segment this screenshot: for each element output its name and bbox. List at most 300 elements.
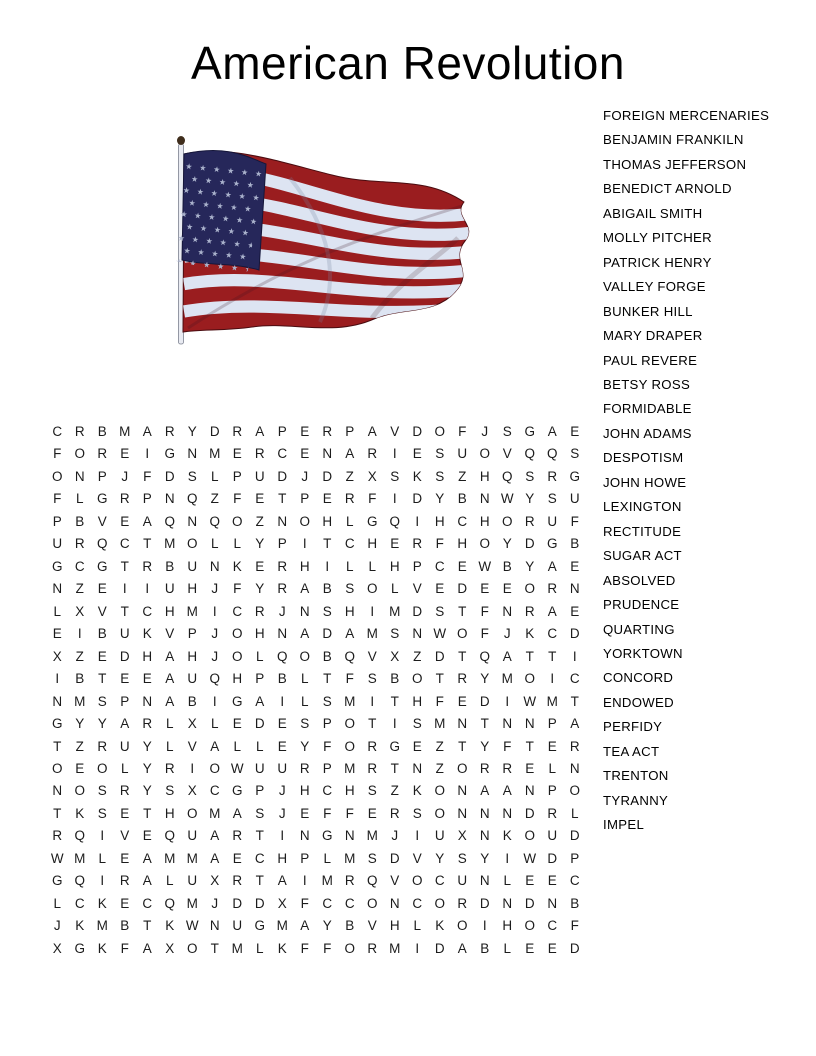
grid-letter: F xyxy=(300,895,309,911)
grid-letter: F xyxy=(143,468,152,484)
grid-letter: F xyxy=(53,446,62,462)
grid-letter: G xyxy=(366,513,378,529)
grid-letter: C xyxy=(547,626,558,642)
grid-letter: P xyxy=(142,491,152,507)
word-list-item: PRUDENCE xyxy=(603,597,680,613)
grid-letter: V xyxy=(165,626,175,642)
grid-letter: A xyxy=(210,828,220,844)
grid-letter: Q xyxy=(209,671,220,687)
grid-letter: S xyxy=(435,446,445,462)
grid-letter: V xyxy=(187,738,197,754)
grid-letter: D xyxy=(569,940,580,956)
grid-letter: E xyxy=(120,850,130,866)
grid-letter: X xyxy=(52,940,62,956)
grid-letter: D xyxy=(524,895,535,911)
grid-letter: Y xyxy=(142,783,152,799)
grid-letter: M xyxy=(321,873,333,889)
grid-letter: N xyxy=(52,783,63,799)
grid-letter: O xyxy=(434,805,445,821)
grid-letter: I xyxy=(212,693,217,709)
word-list-item: IMPEL xyxy=(603,817,645,833)
grid-letter: R xyxy=(277,558,288,574)
grid-letter: I xyxy=(302,536,307,552)
grid-letter: H xyxy=(434,513,445,529)
grid-letter: L xyxy=(210,716,219,732)
grid-letter: S xyxy=(345,581,355,597)
grid-letter: X xyxy=(390,648,400,664)
grid-letter: W xyxy=(478,558,492,574)
grid-letter: N xyxy=(74,468,85,484)
grid-letter: N xyxy=(524,783,535,799)
grid-letter: N xyxy=(412,761,423,776)
grid-letter: E xyxy=(97,581,107,597)
grid-letter: A xyxy=(300,626,310,642)
grid-letter: R xyxy=(502,761,513,776)
grid-letter: O xyxy=(96,761,108,776)
grid-letter: V xyxy=(412,581,422,597)
grid-letter: H xyxy=(344,603,355,619)
grid-letter: I xyxy=(212,603,217,619)
word-list-item: YORKTOWN xyxy=(603,645,683,661)
grid-letter: Y xyxy=(322,918,332,934)
grid-letter: R xyxy=(367,738,378,754)
grid-letter: I xyxy=(100,828,105,844)
grid-letter: H xyxy=(322,513,333,529)
grid-letter: S xyxy=(390,468,400,484)
grid-letter: R xyxy=(367,940,378,956)
grid-letter: R xyxy=(322,423,333,439)
grid-letter: D xyxy=(254,895,265,911)
grid-letter: A xyxy=(345,626,355,642)
grid-letter: U xyxy=(547,828,558,844)
grid-letter: O xyxy=(74,783,85,799)
grid-letter: N xyxy=(164,491,175,507)
grid-letter: M xyxy=(186,895,198,911)
grid-letter: I xyxy=(145,581,150,597)
grid-letter: W xyxy=(523,693,537,709)
grid-letter: B xyxy=(480,940,490,956)
grid-letter: E xyxy=(97,648,107,664)
grid-letter: C xyxy=(434,558,445,574)
grid-letter: T xyxy=(390,693,399,709)
grid-letter: I xyxy=(280,828,285,844)
grid-letter: S xyxy=(255,805,265,821)
grid-letter: L xyxy=(323,850,331,866)
grid-letter: B xyxy=(345,918,355,934)
grid-letter: X xyxy=(210,873,220,889)
grid-letter: Q xyxy=(209,513,220,529)
grid-letter: J xyxy=(211,581,219,597)
grid-letter: Q xyxy=(389,513,400,529)
grid-letter: J xyxy=(53,918,61,934)
grid-letter: R xyxy=(569,738,580,754)
grid-letter: T xyxy=(570,693,579,709)
grid-letter: E xyxy=(255,558,265,574)
grid-letter: F xyxy=(120,940,129,956)
grid-letter: T xyxy=(120,603,129,619)
grid-letter: F xyxy=(480,603,489,619)
grid-letter: A xyxy=(367,423,377,439)
grid-letter: B xyxy=(277,671,287,687)
grid-letter: G xyxy=(51,716,63,732)
grid-letter: G xyxy=(51,873,63,889)
grid-letter: Y xyxy=(75,716,85,732)
grid-letter: Q xyxy=(164,828,175,844)
grid-letter: U xyxy=(232,918,243,934)
grid-letter: R xyxy=(232,423,243,439)
grid-letter: R xyxy=(74,423,85,439)
grid-letter: E xyxy=(52,626,62,642)
grid-letter: M xyxy=(96,918,108,934)
grid-letter: S xyxy=(322,693,332,709)
grid-letter: H xyxy=(457,536,468,552)
grid-letter: H xyxy=(277,850,288,866)
word-list-item: THOMAS JEFFERSON xyxy=(603,156,747,172)
grid-letter: U xyxy=(187,828,198,844)
word-list-item: BETSY ROSS xyxy=(603,376,691,392)
grid-letter: I xyxy=(550,671,555,687)
grid-letter: P xyxy=(120,693,130,709)
grid-letter: F xyxy=(503,738,512,754)
grid-letter: D xyxy=(277,468,288,484)
grid-letter: Z xyxy=(210,491,219,507)
grid-letter: M xyxy=(209,446,221,462)
grid-letter: M xyxy=(209,805,221,821)
grid-letter: H xyxy=(232,671,243,687)
grid-letter: Q xyxy=(344,648,355,664)
word-list-item: ENDOWED xyxy=(603,694,674,710)
grid-letter: L xyxy=(255,940,264,956)
grid-letter: M xyxy=(434,716,446,732)
grid-letter: A xyxy=(300,918,310,934)
grid-letter: P xyxy=(322,716,332,732)
grid-letter: L xyxy=(233,738,241,754)
grid-letter: E xyxy=(120,446,130,462)
grid-letter: S xyxy=(435,603,445,619)
grid-letter: E xyxy=(367,805,377,821)
grid-letter: B xyxy=(75,671,85,687)
grid-letter: Q xyxy=(164,895,175,911)
grid-letter: R xyxy=(412,536,423,552)
grid-letter: F xyxy=(233,581,242,597)
grid-letter: N xyxy=(299,603,310,619)
grid-letter: H xyxy=(479,468,490,484)
grid-letter: S xyxy=(97,805,107,821)
grid-letter: R xyxy=(479,761,490,776)
grid-letter: N xyxy=(479,828,490,844)
grid-letter: R xyxy=(524,513,535,529)
grid-letter: H xyxy=(367,536,378,552)
grid-letter: N xyxy=(52,581,63,597)
word-list-item: JOHN ADAMS xyxy=(603,425,692,441)
grid-letter: N xyxy=(52,693,63,709)
grid-letter: S xyxy=(367,671,377,687)
grid-letter: R xyxy=(277,581,288,597)
grid-letter: O xyxy=(209,761,220,776)
grid-letter: K xyxy=(97,940,107,956)
grid-letter: B xyxy=(390,671,400,687)
grid-letter: Y xyxy=(480,850,490,866)
grid-letter: P xyxy=(322,761,332,776)
grid-letter: K xyxy=(525,626,535,642)
grid-letter: H xyxy=(502,918,513,934)
grid-letter: O xyxy=(231,513,243,529)
grid-letter: P xyxy=(277,536,287,552)
grid-letter: K xyxy=(435,918,445,934)
grid-letter: F xyxy=(345,671,354,687)
grid-letter: H xyxy=(344,783,355,799)
grid-letter: O xyxy=(344,738,355,754)
word-list-item: PATRICK HENRY xyxy=(603,254,712,270)
grid-letter: O xyxy=(569,783,580,799)
grid-letter: M xyxy=(74,850,86,866)
grid-letter: L xyxy=(570,805,579,821)
grid-letter: Y xyxy=(525,491,535,507)
grid-letter: R xyxy=(457,895,468,911)
grid-letter: Y xyxy=(142,761,152,776)
grid-letter: J xyxy=(211,648,219,664)
grid-letter: F xyxy=(570,918,579,934)
grid-letter: F xyxy=(458,423,467,439)
grid-letter: U xyxy=(164,581,175,597)
grid-letter: P xyxy=(300,491,310,507)
grid-letter: U xyxy=(187,558,198,574)
grid-letter: F xyxy=(323,738,332,754)
grid-letter: O xyxy=(299,648,310,664)
grid-letter: P xyxy=(97,468,107,484)
grid-letter: Y xyxy=(435,850,445,866)
grid-letter: R xyxy=(119,783,130,799)
grid-letter: S xyxy=(367,783,377,799)
grid-letter: L xyxy=(233,536,241,552)
grid-letter: I xyxy=(370,603,375,619)
grid-letter: O xyxy=(344,940,355,956)
grid-letter: S xyxy=(322,603,332,619)
grid-letter: A xyxy=(142,423,152,439)
grid-letter: Q xyxy=(479,648,490,664)
grid-letter: O xyxy=(411,873,423,889)
grid-letter: Q xyxy=(74,828,85,844)
grid-letter: P xyxy=(300,850,310,866)
grid-letter: B xyxy=(187,693,197,709)
grid-letter: S xyxy=(187,468,197,484)
grid-letter: R xyxy=(389,805,400,821)
grid-letter: U xyxy=(457,873,468,889)
grid-letter: P xyxy=(570,850,580,866)
grid-letter: P xyxy=(547,716,557,732)
grid-letter: R xyxy=(254,603,265,619)
grid-letter: T xyxy=(390,761,399,776)
grid-letter: C xyxy=(142,603,153,619)
grid-letter: N xyxy=(569,761,580,776)
grid-letter: I xyxy=(415,828,420,844)
grid-letter: T xyxy=(210,940,219,956)
grid-letter: Y xyxy=(97,716,107,732)
grid-letter: Y xyxy=(255,536,265,552)
grid-letter: E xyxy=(457,693,467,709)
grid-letter: M xyxy=(366,626,378,642)
grid-letter: K xyxy=(165,918,175,934)
grid-letter: E xyxy=(277,738,287,754)
grid-letter: E xyxy=(457,558,467,574)
grid-letter: O xyxy=(231,648,243,664)
grid-letter: F xyxy=(368,491,377,507)
grid-letter: B xyxy=(570,536,580,552)
grid-letter: A xyxy=(165,648,175,664)
grid-letter: B xyxy=(97,626,107,642)
grid-letter: I xyxy=(190,761,195,776)
grid-letter: Y xyxy=(502,536,512,552)
grid-letter: S xyxy=(502,423,512,439)
grid-letter: N xyxy=(479,873,490,889)
grid-letter: J xyxy=(278,783,286,799)
grid-letter: N xyxy=(502,603,513,619)
grid-letter: A xyxy=(547,423,557,439)
grid-letter: B xyxy=(75,513,85,529)
grid-letter: Q xyxy=(501,468,513,484)
grid-letter: E xyxy=(570,558,580,574)
grid-letter: L xyxy=(503,873,511,889)
grid-letter: T xyxy=(323,536,332,552)
grid-letter: I xyxy=(415,940,420,956)
grid-letter: R xyxy=(547,805,558,821)
grid-letter: A xyxy=(165,671,175,687)
grid-letter: N xyxy=(412,626,423,642)
grid-letter: A xyxy=(277,873,287,889)
grid-letter: Y xyxy=(300,738,310,754)
grid-letter: M xyxy=(276,918,288,934)
grid-letter: F xyxy=(233,491,242,507)
grid-letter: A xyxy=(300,581,310,597)
grid-letter: I xyxy=(55,671,60,687)
grid-letter: F xyxy=(435,693,444,709)
grid-letter: E xyxy=(547,940,557,956)
grid-letter: R xyxy=(344,491,355,507)
grid-letter: Q xyxy=(546,446,558,462)
word-list-item: MOLLY PITCHER xyxy=(603,230,712,246)
grid-letter: I xyxy=(77,626,82,642)
grid-letter: L xyxy=(255,648,264,664)
grid-letter: C xyxy=(52,423,63,439)
grid-letter: M xyxy=(164,536,176,552)
grid-letter: U xyxy=(187,873,198,889)
grid-letter: K xyxy=(412,783,422,799)
grid-letter: E xyxy=(480,581,490,597)
grid-letter: M xyxy=(389,603,401,619)
grid-letter: U xyxy=(569,491,580,507)
grid-letter: E xyxy=(120,671,130,687)
grid-letter: H xyxy=(187,648,198,664)
word-list-item: ABIGAIL SMITH xyxy=(603,205,703,221)
grid-letter: N xyxy=(209,918,220,934)
grid-letter: Q xyxy=(186,491,198,507)
grid-letter: E xyxy=(412,738,422,754)
grid-letter: E xyxy=(300,423,310,439)
grid-letter: A xyxy=(480,783,490,799)
grid-letter: K xyxy=(75,918,85,934)
grid-letter: M xyxy=(344,761,356,776)
grid-letter: A xyxy=(255,423,265,439)
grid-letter: O xyxy=(231,626,243,642)
grid-letter: S xyxy=(165,783,175,799)
grid-letter: N xyxy=(209,558,220,574)
grid-letter: E xyxy=(120,895,130,911)
grid-letter: L xyxy=(210,468,219,484)
grid-letter: Q xyxy=(366,873,378,889)
grid-letter: T xyxy=(255,828,264,844)
word-list-item: BENEDICT ARNOLD xyxy=(603,181,732,197)
grid-letter: I xyxy=(415,513,420,529)
grid-letter: L xyxy=(548,761,556,776)
grid-letter: H xyxy=(412,693,423,709)
grid-letter: S xyxy=(367,850,377,866)
grid-letter: O xyxy=(74,446,85,462)
grid-letter: M xyxy=(344,850,356,866)
grid-letter: B xyxy=(97,423,107,439)
grid-letter: G xyxy=(321,828,333,844)
grid-letter: K xyxy=(142,626,152,642)
grid-letter: T xyxy=(435,671,444,687)
page-title: American Revolution xyxy=(191,37,625,89)
grid-letter: F xyxy=(300,940,309,956)
grid-letter: U xyxy=(547,513,558,529)
grid-letter: C xyxy=(434,873,445,889)
word-list-item: FOREIGN MERCENARIES xyxy=(603,108,770,123)
grid-letter: E xyxy=(525,873,535,889)
grid-letter: A xyxy=(255,693,265,709)
grid-letter: S xyxy=(97,693,107,709)
grid-letter: S xyxy=(570,446,580,462)
grid-letter: N xyxy=(479,805,490,821)
grid-letter: D xyxy=(524,805,535,821)
grid-letter: G xyxy=(231,783,243,799)
grid-letter: C xyxy=(457,513,468,529)
grid-letter: D xyxy=(479,895,490,911)
grid-letter: G xyxy=(96,491,108,507)
grid-letter: O xyxy=(456,918,468,934)
grid-letter: I xyxy=(145,446,150,462)
grid-letter: A xyxy=(547,558,557,574)
grid-letter: O xyxy=(456,761,468,776)
word-list-item: LEXINGTON xyxy=(603,499,682,515)
grid-letter: R xyxy=(97,738,108,754)
grid-letter: B xyxy=(502,558,512,574)
grid-letter: R xyxy=(119,491,130,507)
grid-letter: A xyxy=(457,940,467,956)
grid-letter: N xyxy=(479,491,490,507)
grid-letter: M xyxy=(186,850,198,866)
grid-letter: I xyxy=(392,446,397,462)
word-list-item: RECTITUDE xyxy=(603,523,682,539)
grid-letter: N xyxy=(457,716,468,732)
word-list-item: DESPOTISM xyxy=(603,450,684,466)
word-list-item: BUNKER HILL xyxy=(603,303,693,319)
grid-letter: G xyxy=(51,558,63,574)
grid-letter: D xyxy=(569,626,580,642)
grid-letter: H xyxy=(479,513,490,529)
grid-letter: G xyxy=(389,738,400,754)
grid-letter: Y xyxy=(187,423,197,439)
grid-letter: Q xyxy=(524,446,535,462)
grid-letter: L xyxy=(53,895,61,911)
grid-letter: T xyxy=(323,671,332,687)
grid-letter: M xyxy=(389,940,401,956)
grid-letter: E xyxy=(390,536,400,552)
grid-letter: E xyxy=(300,805,310,821)
grid-letter: N xyxy=(524,716,535,732)
word-list-item: BENJAMIN FRANKILN xyxy=(603,132,744,148)
grid-letter: B xyxy=(322,648,332,664)
